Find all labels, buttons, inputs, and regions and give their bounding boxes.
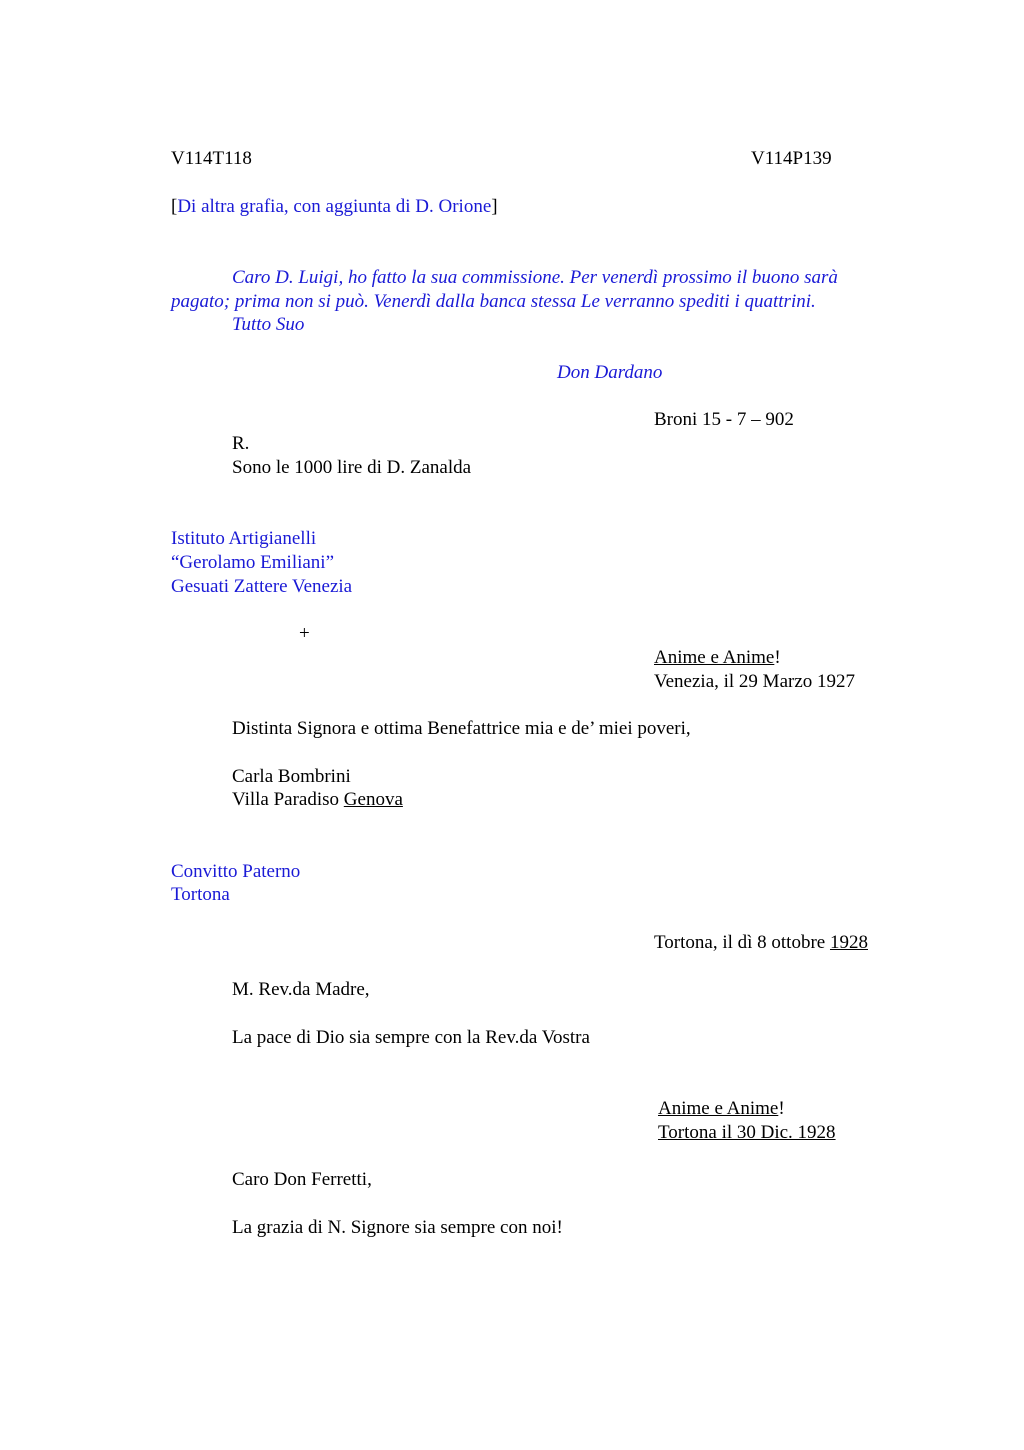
letter2-motto xyxy=(654,646,781,669)
letter2-addr-line xyxy=(232,788,403,811)
letter2-addr-street: Villa Paradiso xyxy=(232,789,344,810)
letter2-addr-name: Carla Bombrini xyxy=(232,766,351,787)
letter1-reply-r: R. xyxy=(232,433,250,454)
letter2-date: Venezia, il 29 Marzo 1927 xyxy=(654,671,856,692)
letter1-line2: pagato; prima non si può. Venerdì dalla banca stessa Le verranno spediti i quattrini. xyxy=(171,291,816,312)
letter2-addr-city: Genova xyxy=(343,789,403,810)
letter2-salutation: Distinta Signora e ottima Benefattrice mia e de’ miei poveri, xyxy=(232,718,691,739)
note-open-bracket: [ xyxy=(171,196,178,217)
letter4-greeting: La grazia di N. Signore sia sempre con noi! xyxy=(232,1217,563,1238)
note-text: Di altra grafia, con aggiunta di D. Orione xyxy=(177,196,492,217)
letterhead1-line3: Gesuati Zattere Venezia xyxy=(171,576,353,597)
note-close-bracket: ] xyxy=(491,196,498,217)
letter3-greeting: La pace di Dio sia sempre con la Rev.da Vostra xyxy=(232,1027,590,1048)
letter3-date-year: 1928 xyxy=(829,932,868,953)
letter1-reply-text: Sono le 1000 lire di D. Zanalda xyxy=(232,457,472,478)
letter2-motto-end: ! xyxy=(774,647,781,668)
letter1-signature: Don Dardano xyxy=(557,362,663,383)
letterhead2-line2: Tortona xyxy=(171,884,230,905)
letter1-line3: Tutto Suo xyxy=(232,314,305,335)
letterhead2-line1: Convitto Paterno xyxy=(171,861,301,882)
letter3-date-prefix: Tortona, il dì 8 ottobre xyxy=(654,932,830,953)
letter4-motto-underlined: Anime e Anime xyxy=(658,1098,779,1119)
header-right-code: V114P139 xyxy=(751,148,832,169)
letter4-motto-end: ! xyxy=(778,1098,785,1119)
letter1-line1: Caro D. Luigi, ho fatto la sua commissione. Per venerdì prossimo il buono sarà xyxy=(232,267,838,288)
letterhead1-line2: “Gerolamo Emiliani” xyxy=(171,552,335,573)
header-left-code: V114T118 xyxy=(171,148,252,169)
letter4-date: Tortona il 30 Dic. 1928 xyxy=(658,1122,836,1143)
letter4-motto xyxy=(658,1097,785,1120)
letter4-salutation: Caro Don Ferretti, xyxy=(232,1169,372,1190)
letterhead1-line1: Istituto Artigianelli xyxy=(171,528,317,549)
cross-symbol: + xyxy=(299,623,310,644)
letter1-place-date: Broni 15 - 7 – 902 xyxy=(654,409,794,430)
letter3-salutation: M. Rev.da Madre, xyxy=(232,979,370,1000)
letter2-motto-underlined: Anime e Anime xyxy=(654,647,775,668)
editorial-note xyxy=(171,195,498,218)
letter3-date xyxy=(654,931,868,954)
